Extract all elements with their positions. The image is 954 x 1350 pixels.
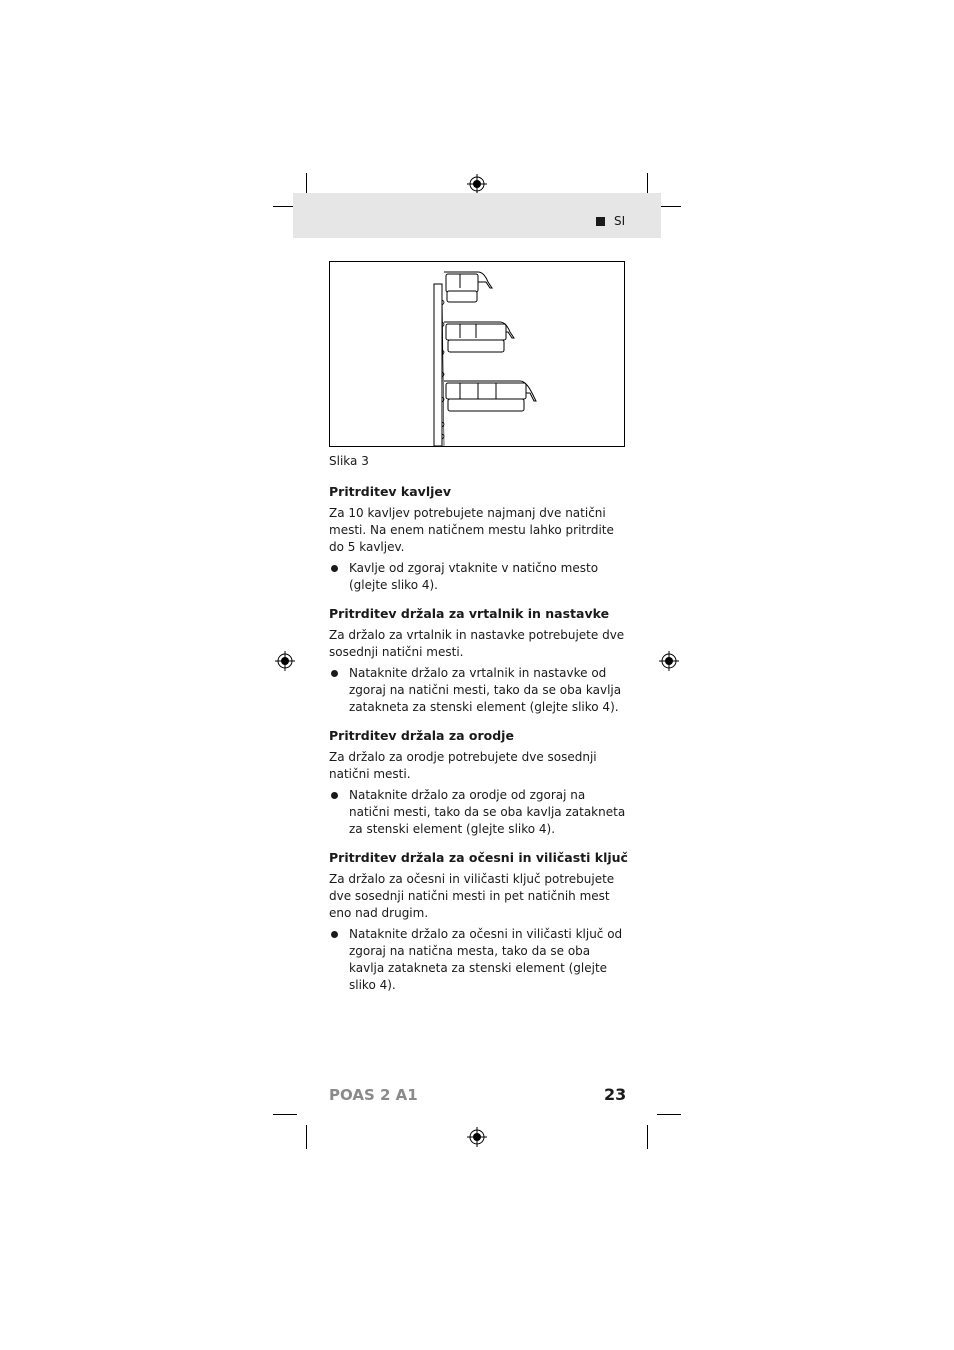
language-indicator bbox=[596, 214, 625, 228]
section-drill-holder bbox=[329, 605, 629, 716]
bullet-item: Nataknite držalo za očesni in viličasti ključ od zgoraj na natična mesta, tako da se oba kavlja zatakneta za stenski element (glejte sliko 4). bbox=[329, 926, 629, 994]
bullet-icon bbox=[331, 931, 338, 938]
section-title: Pritrditev držala za orodje bbox=[329, 728, 514, 743]
crop-mark bbox=[273, 1114, 297, 1115]
figure-caption: Slika 3 bbox=[329, 454, 369, 468]
registration-mark-icon bbox=[275, 651, 295, 671]
language-code: SI bbox=[614, 214, 626, 228]
footer-model: POAS 2 A1 bbox=[329, 1086, 418, 1104]
registration-mark-icon bbox=[467, 174, 487, 194]
crop-mark bbox=[306, 1125, 307, 1149]
section-title: Pritrditev držala za vrtalnik in nastavke bbox=[329, 606, 610, 621]
crop-mark bbox=[647, 1125, 648, 1149]
bullet-item: Kavlje od zgoraj vtaknite v natično mesto (glejte sliko 4). bbox=[329, 560, 629, 594]
section-paragraph: Za 10 kavljev potrebujete najmanj dve natični mesti. Na enem natičnem mestu lahko pritrdite do 5 kavljev. bbox=[329, 506, 614, 554]
section-title: Pritrditev držala za očesni in viličasti ključ bbox=[329, 850, 628, 865]
bullet-icon bbox=[331, 565, 338, 572]
bullet-item: Nataknite držalo za orodje od zgoraj na natični mesti, tako da se oba kavlja zatakneta za stenski element (glejte sliko 4). bbox=[329, 787, 629, 838]
section-wrench-holder bbox=[329, 849, 629, 994]
section-paragraph: Za držalo za očesni in viličasti ključ potrebujete dve sosednji natični mesti in pet natičnih mest eno nad drugim. bbox=[329, 872, 615, 920]
square-bullet-icon bbox=[596, 217, 605, 226]
section-paragraph: Za držalo za orodje potrebujete dve sosednji natični mesti. bbox=[329, 750, 597, 781]
page-number: 23 bbox=[604, 1085, 627, 1104]
crop-mark bbox=[657, 1114, 681, 1115]
bullet-icon bbox=[331, 792, 338, 799]
section-tool-holder bbox=[329, 727, 629, 838]
section-paragraph: Za držalo za vrtalnik in nastavke potrebujete dve sosednji natični mesti. bbox=[329, 628, 625, 659]
figure-3 bbox=[329, 261, 625, 447]
registration-mark-icon bbox=[659, 651, 679, 671]
section-hooks bbox=[329, 483, 629, 594]
bullet-item: Nataknite držalo za vrtalnik in nastavke od zgoraj na natični mesti, tako da se oba kavlja zatakneta za stenski element (glejte sliko 4). bbox=[329, 665, 629, 716]
instructions bbox=[329, 483, 629, 1005]
wall-rack-illustration bbox=[330, 262, 624, 446]
bullet-icon bbox=[331, 670, 338, 677]
section-title: Pritrditev kavljev bbox=[329, 484, 452, 499]
registration-mark-icon bbox=[467, 1127, 487, 1147]
